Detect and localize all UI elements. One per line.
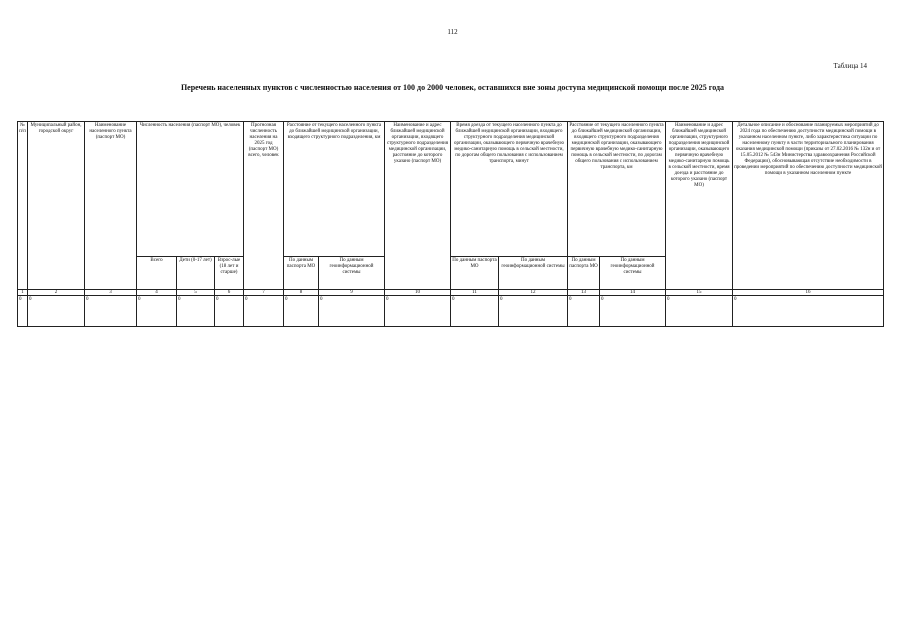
header-c8-9: Расстояние от текущего населенного пункта до ближайшей медицинской организации, входящего структурного подразделения, км (284, 122, 385, 257)
header-c7: Прогнозная численность населения на 2025 год (паспорт МО) всего, человек (244, 122, 284, 290)
settlements-table (17, 121, 884, 327)
table-cell: 0 (385, 296, 451, 327)
column-number: 11 (451, 290, 499, 296)
column-number: 4 (137, 290, 177, 296)
document-title: Перечень населенных пунктов с численностью населения от 100 до 2000 человек, оставшихся вне зоны доступа медицинской помощи после 2025 года (180, 83, 725, 92)
column-number: 5 (177, 290, 215, 296)
column-number: 3 (85, 290, 137, 296)
table-row (18, 296, 884, 327)
table-cell: 0 (28, 296, 85, 327)
table-cell: 0 (137, 296, 177, 327)
column-number: 9 (319, 290, 385, 296)
header-c1: № п/п (18, 122, 28, 290)
table-cell: 0 (666, 296, 733, 327)
table-cell: 0 (568, 296, 600, 327)
table-cell: 0 (733, 296, 884, 327)
table-cell: 0 (244, 296, 284, 327)
column-number: 14 (600, 290, 666, 296)
column-number: 6 (215, 290, 244, 296)
table-cell: 0 (499, 296, 568, 327)
header-c13-14: Расстояние от текущего населенного пункта до ближайшей медицинской организации, входящего структурного подразделения медицинской организации, оказывающего первичную врачебную медико-санитарную помощь в сельской местности, по дорогам общего пользования с использованием транспорта, км (568, 122, 666, 257)
header-row-main (18, 122, 884, 257)
header-c3: Наименование населенного пункта (паспорт МО) (85, 122, 137, 290)
header-c13: По данным паспорта МО (568, 257, 600, 290)
header-c15: Наименование и адрес ближайшей медицинской организации, структурного подразделения медицинской организации, оказывающего первичную врачебную медико-санитарную помощь в сельской местности, время доезда и расстояние до которого указано (паспорт МО) (666, 122, 733, 290)
header-c2: Муниципальный район, городской округ (28, 122, 85, 290)
header-c6: Взрос-лые (18 лет и старше) (215, 257, 244, 290)
table-cell: 0 (600, 296, 666, 327)
header-c11-12: Время доезда от текущего населенного пункта до ближайшей медицинской организации, входящего структурного подразделения медицинской организации, оказывающего первичную врачебную медико-санитарную помощь в сельской местности, по дорогам общего пользования с использованием транспорта, минут (451, 122, 568, 257)
table-label: Таблица 14 (833, 62, 867, 70)
column-number: 7 (244, 290, 284, 296)
page-number: 112 (447, 28, 458, 36)
header-c16: Детальное описание и обоснование планируемых мероприятий до 2024 года по обеспечению доступности медицинской помощи в указанном населенном пункте, либо характеристика ситуации по населенному пункту в части территориального планирования оказания медицинской помощи (приказы от 27.02.2016 № 132н и от 15.05.2012 № 543н Министерства здравоохранения Российской Федерации), обосновывающая отсутствие необходимости в проведении мероприятий по обеспечению доступности медицинской помощи в указанном населенном пункте (733, 122, 884, 290)
table-cell: 0 (451, 296, 499, 327)
header-c14: По данным геоинформационной системы (600, 257, 666, 290)
column-number: 8 (284, 290, 319, 296)
header-c4: Всего (137, 257, 177, 290)
column-number: 1 (18, 290, 28, 296)
table-cell: 0 (215, 296, 244, 327)
header-c12: По данным геоинформационной системы (499, 257, 568, 290)
table-cell: 0 (18, 296, 28, 327)
column-number: 15 (666, 290, 733, 296)
header-c10: Наименование и адрес ближайшей медицинской организации, входящего структурного подразделения медицинской организации, расстояние до которого указано (паспорт МО) (385, 122, 451, 290)
header-c4-6: Численность населения (паспорт МО), человек (137, 122, 244, 257)
table-cell: 0 (177, 296, 215, 327)
column-number: 16 (733, 290, 884, 296)
column-number: 2 (28, 290, 85, 296)
header-c8: По данным паспорта МО (284, 257, 319, 290)
header-c9: По данным геоинформационной системы (319, 257, 385, 290)
column-number: 10 (385, 290, 451, 296)
table-cell: 0 (319, 296, 385, 327)
header-c5: Дети (0-17 лет) (177, 257, 215, 290)
table-cell: 0 (284, 296, 319, 327)
column-number: 13 (568, 290, 600, 296)
table-cell: 0 (85, 296, 137, 327)
column-number: 12 (499, 290, 568, 296)
header-c11: По данным паспорта МО (451, 257, 499, 290)
